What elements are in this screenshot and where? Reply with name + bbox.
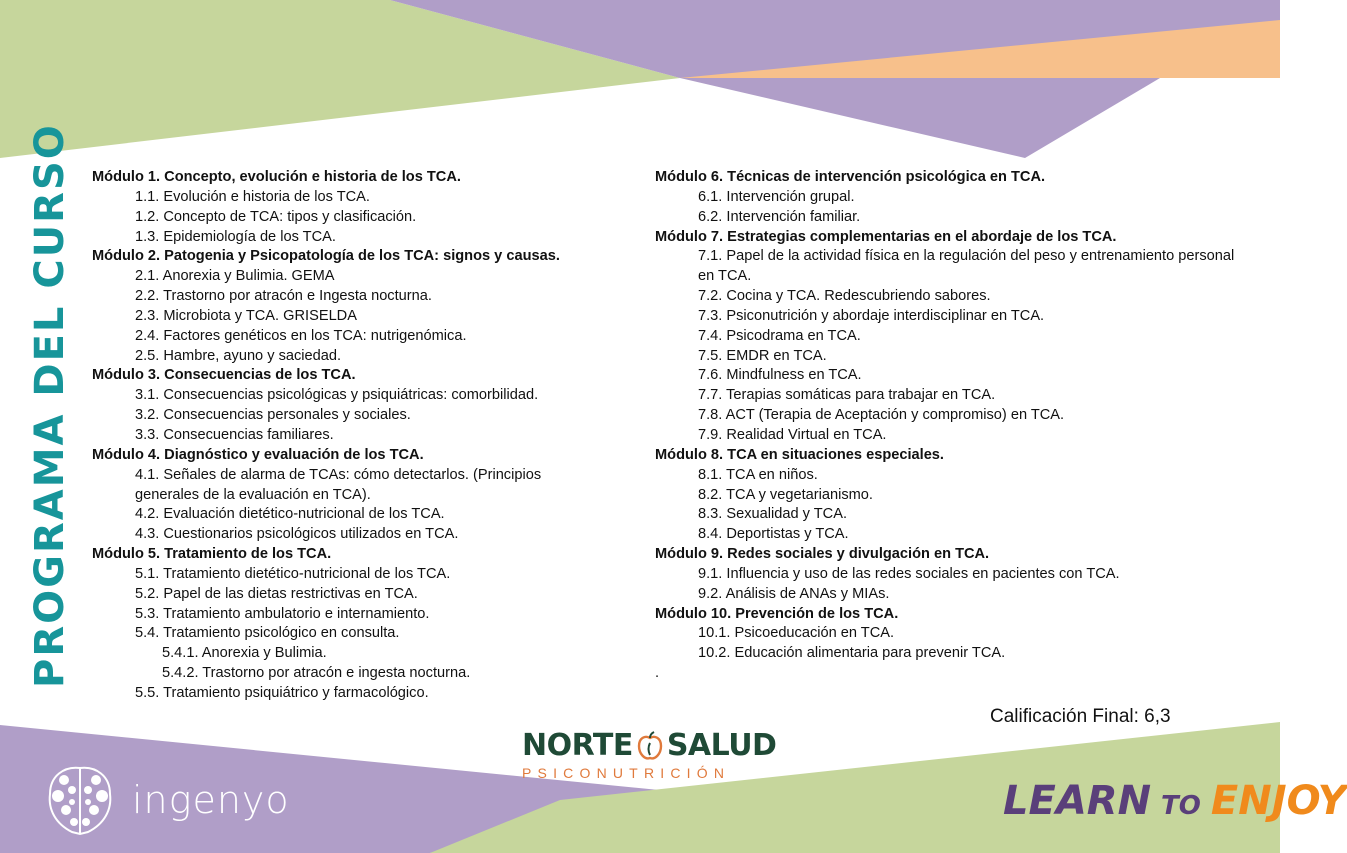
topic-item: 5.1. Tratamiento dietético-nutricional de los TCA. — [135, 565, 451, 582]
slogan-learn: LEARN — [1003, 778, 1152, 824]
topic-item: 3.1. Consecuencias psicológicas y psiquiátricas: comorbilidad. — [135, 387, 539, 404]
module-heading: Módulo 4. Diagnóstico y evaluación de los TCA. — [92, 446, 424, 463]
ingenyo-logo — [42, 762, 290, 838]
topic-item: 7.1. Papel de la actividad física en la regulación del peso y entrenamiento personal — [698, 248, 1235, 265]
topic-item: 9.2. Análisis de ANAs y MIAs. — [698, 585, 890, 602]
module-heading: Módulo 2. Patogenia y Psicopatología de los TCA: signos y causas. — [92, 248, 560, 265]
topic-item: 4.1. Señales de alarma de TCAs: cómo detectarlos. (Principios — [135, 466, 542, 483]
module-heading: Módulo 3. Consecuencias de los TCA. — [92, 367, 356, 384]
topic-item: 2.1. Anorexia y Bulimia. GEMA — [135, 268, 335, 285]
topic-item: 5.4.1. Anorexia y Bulimia. — [162, 645, 327, 662]
topic-item: 1.3. Epidemiología de los TCA. — [135, 228, 336, 245]
topic-item: 7.5. EMDR en TCA. — [698, 347, 827, 364]
topic-item: 3.2. Consecuencias personales y sociales. — [135, 407, 411, 424]
norte-salud-logo — [522, 728, 777, 781]
syllabus-left-column — [92, 168, 562, 704]
topic-item: 7.9. Realidad Virtual en TCA. — [698, 426, 887, 443]
topic-item: 2.3. Microbiota y TCA. GRISELDA — [135, 307, 357, 324]
slogan-to: TO — [1161, 791, 1201, 821]
topic-item: 8.1. TCA en niños. — [698, 466, 818, 483]
topic-item: 7.2. Cocina y TCA. Redescubriendo sabores. — [698, 288, 991, 305]
topic-item: 1.2. Concepto de TCA: tipos y clasificación. — [135, 208, 417, 225]
topic-item: 5.4.2. Trastorno por atracón e ingesta nocturna. — [162, 665, 471, 682]
module-heading: Módulo 1. Concepto, evolución e historia de los TCA. — [92, 169, 461, 185]
topic-item: 8.4. Deportistas y TCA. — [698, 526, 849, 543]
apple-icon — [637, 731, 663, 761]
topic-item: en TCA. — [698, 268, 752, 285]
topic-item: 7.4. Psicodrama en TCA. — [698, 327, 861, 344]
topic-item: 7.3. Psiconutrición y abordaje interdisciplinar en TCA. — [698, 307, 1045, 324]
topic-item: 8.3. Sexualidad y TCA. — [698, 506, 847, 523]
topic-item: 4.3. Cuestionarios psicológicos utilizados en TCA. — [135, 526, 459, 543]
module-heading: Módulo 10. Prevención de los TCA. — [655, 605, 899, 622]
topic-item: 5.3. Tratamiento ambulatorio e internamiento. — [135, 605, 430, 622]
topic-item: 7.6. Mindfulness en TCA. — [698, 367, 862, 384]
module-heading: Módulo 9. Redes sociales y divulgación en TCA. — [655, 546, 990, 563]
topic-item: 7.7. Terapias somáticas para trabajar en TCA. — [698, 387, 996, 404]
topic-item: 6.2. Intervención familiar. — [698, 208, 861, 225]
topic-item: 7.8. ACT (Terapia de Aceptación y compromiso) en TCA. — [698, 407, 1065, 424]
topic-item: 5.5. Tratamiento psiquiátrico y farmacológico. — [135, 684, 429, 701]
ingenyo-text: ingenyo — [132, 778, 290, 822]
learn-to-enjoy-slogan — [1003, 778, 1347, 824]
topic-item: 6.1. Intervención grupal. — [698, 188, 855, 205]
topic-item: 10.1. Psicoeducación en TCA. — [698, 625, 895, 642]
topic-item: 4.2. Evaluación dietético-nutricional de los TCA. — [135, 506, 445, 523]
topic-item: 2.4. Factores genéticos en los TCA: nutrigenómica. — [135, 327, 467, 344]
side-title: PROGRAMA DEL CURSO — [27, 123, 73, 688]
topic-item: generales de la evaluación en TCA). — [135, 486, 371, 503]
topic-item: 2.5. Hambre, ayuno y saciedad. — [135, 347, 342, 364]
brain-icon — [42, 762, 118, 838]
topic-item: 5.2. Papel de las dietas restrictivas en TCA. — [135, 585, 418, 602]
topic-item: 3.3. Consecuencias familiares. — [135, 426, 334, 443]
brand-name-left: NORTE — [522, 728, 633, 763]
module-heading: Módulo 8. TCA en situaciones especiales. — [655, 446, 944, 463]
topic-item: 9.1. Influencia y uso de las redes sociales en pacientes con TCA. — [698, 565, 1120, 582]
module-heading: Módulo 7. Estrategias complementarias en el abordaje de los TCA. — [655, 228, 1117, 245]
module-heading: Módulo 5. Tratamiento de los TCA. — [92, 546, 332, 563]
topic-item: 10.2. Educación alimentaria para prevenir TCA. — [698, 645, 1006, 662]
trailing-dot: . — [655, 665, 660, 682]
slogan-enjoy: ENJOY — [1210, 778, 1347, 824]
module-heading: Módulo 6. Técnicas de intervención psicológica en TCA. — [655, 169, 1046, 185]
topic-item: 8.2. TCA y vegetarianismo. — [698, 486, 873, 503]
final-grade: Calificación Final: 6,3 — [990, 706, 1171, 727]
brand-name-right: SALUD — [666, 728, 777, 763]
brand-subtitle: PSICONUTRICIÓN — [522, 765, 731, 781]
syllabus-right-column — [655, 168, 1255, 684]
topic-item: 2.2. Trastorno por atracón e Ingesta nocturna. — [135, 288, 432, 305]
topic-item: 1.1. Evolución e historia de los TCA. — [135, 188, 370, 205]
topic-item: 5.4. Tratamiento psicológico en consulta. — [135, 625, 400, 642]
